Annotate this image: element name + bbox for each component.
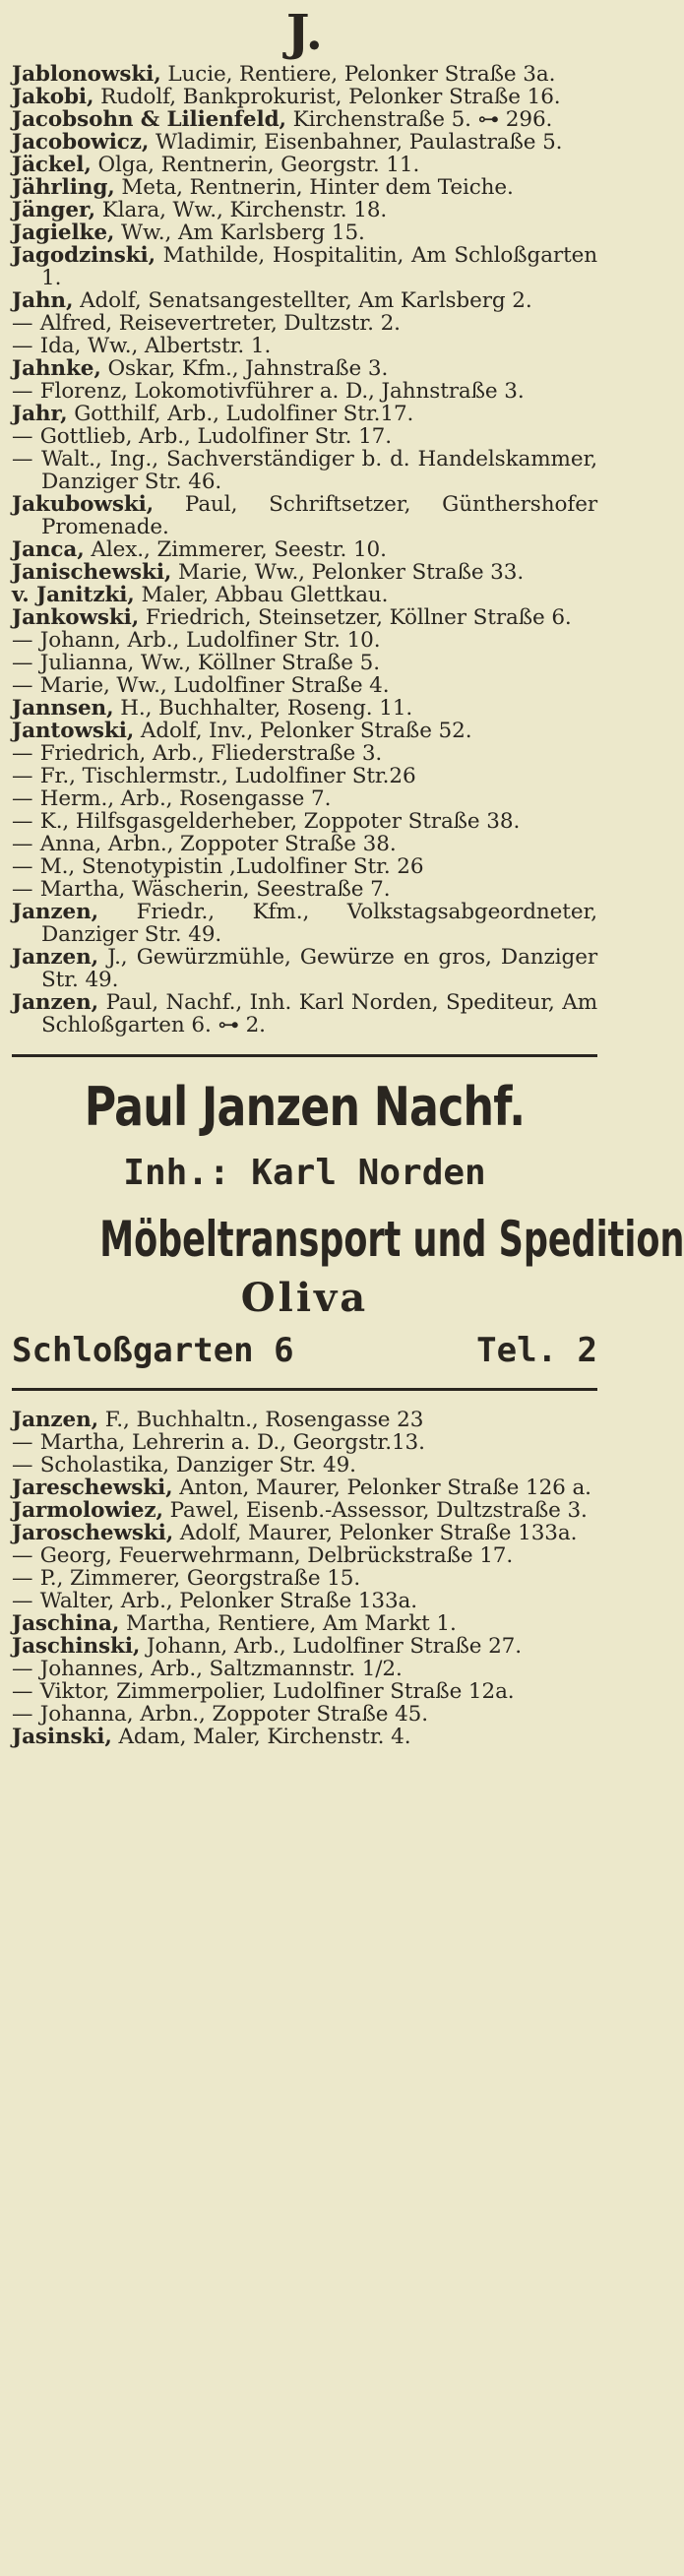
entry-details: Paul, Schriftsetzer, Günthershofer Promenade. (41, 492, 597, 539)
directory-entry (12, 561, 597, 584)
directory-entry (12, 1522, 597, 1544)
ditto-mark: — (12, 877, 33, 902)
directory-entry (12, 1612, 597, 1635)
entry-name: Janischewski, (12, 560, 172, 585)
directory-entry (12, 855, 597, 878)
entry-details: Lucie, Rentiere, Pelonker Straße 3a. (167, 62, 556, 87)
directory-entry (12, 1544, 597, 1567)
entry-name: Jarmolowiez, (12, 1498, 163, 1523)
directory-entry (12, 765, 597, 787)
ditto-mark: — (12, 1657, 33, 1681)
directory-entry (12, 86, 597, 108)
directory-list-top (12, 63, 597, 1037)
entry-name: Jakubowski, (12, 492, 155, 517)
entry-details: Gotthilf, Arb., Ludolfiner Str.17. (74, 402, 414, 426)
directory-entry (12, 493, 597, 538)
directory-entry (12, 1680, 597, 1703)
ditto-mark: — (12, 764, 33, 788)
entry-details: F., Buchhaltn., Rosengasse 23 (104, 1408, 424, 1432)
entry-name: Jablonowski, (12, 62, 161, 87)
entry-details: Martha, Lehrerin a. D., Georgstr.13. (39, 1430, 425, 1455)
directory-entry (12, 289, 597, 312)
directory-entry (12, 403, 597, 425)
directory-entry (12, 221, 597, 244)
ad-firm-name: Paul Janzen Nachf. (84, 1076, 526, 1138)
entry-details: K., Hilfsgasgelderheber, Zoppoter Straße 38. (39, 809, 521, 834)
ditto-mark: — (12, 311, 33, 336)
entry-details: M., Stenotypistin ,Ludolfiner Str. 26 (39, 854, 424, 879)
entry-details: Martha, Wäscherin, Seestraße 7. (39, 877, 391, 902)
directory-entry (12, 697, 597, 720)
directory-entry (12, 380, 597, 403)
ad-owner: Inh.: Karl Norden (123, 1153, 486, 1193)
directory-entry (12, 1454, 597, 1476)
directory-entry (12, 108, 597, 131)
ad-service: Möbeltransport und Spedition (99, 1211, 684, 1268)
directory-entry (12, 244, 597, 289)
entry-name: Jänger, (12, 198, 95, 222)
entry-name: Jaroschewski, (12, 1521, 174, 1545)
directory-entry (12, 1431, 597, 1454)
entry-details: Marie, Ww., Pelonker Straße 33. (178, 560, 525, 585)
entry-details: Florenz, Lokomotivführer a. D., Jahnstraße 3. (39, 379, 525, 404)
entry-details: Friedr., Kfm., Volkstagsabgeordneter, Danziger Str. 49. (41, 900, 597, 947)
entry-details: Walt., Ing., Sachverständiger b. d. Handelskammer, Danziger Str. 46. (41, 447, 597, 494)
entry-details: Johannes, Arb., Saltzmannstr. 1/2. (39, 1657, 403, 1681)
entry-name: Jahn, (12, 288, 74, 313)
directory-entry (12, 720, 597, 742)
entry-details: Paul, Nachf., Inh. Karl Norden, Spediteur, Am Schloßgarten 6. ⊶ 2. (41, 990, 597, 1037)
directory-entry (12, 833, 597, 855)
entry-details: Klara, Ww., Kirchenstr. 18. (101, 198, 388, 222)
entry-name: Janzen, (12, 945, 99, 970)
directory-entry (12, 1726, 597, 1748)
ditto-mark: — (12, 1453, 33, 1477)
ad-address: Schloßgarten 6 (12, 1331, 294, 1370)
directory-entry (12, 63, 597, 86)
ditto-mark: — (12, 786, 33, 811)
directory-entry (12, 1590, 597, 1612)
directory-entry (12, 131, 597, 154)
entry-name: Jährling, (12, 175, 115, 200)
directory-entry (12, 335, 597, 357)
directory-entry (12, 357, 597, 380)
entry-name: Jantowski, (12, 719, 135, 743)
ditto-mark: — (12, 1702, 33, 1727)
entry-details: Johann, Arb., Ludolfiner Str. 10. (39, 628, 381, 653)
entry-name: Jareschewski, (12, 1476, 173, 1500)
entry-details: Pawel, Eisenb.-Assessor, Dultzstraße 3. (169, 1498, 588, 1523)
directory-entry (12, 946, 597, 991)
entry-details: Meta, Rentnerin, Hinter dem Teiche. (121, 175, 514, 200)
entry-name: Jahr, (12, 402, 68, 426)
directory-list-bottom (12, 1409, 597, 1748)
directory-entry (12, 674, 597, 697)
ditto-mark: — (12, 809, 33, 834)
directory-entry (12, 810, 597, 833)
directory-entry (12, 154, 597, 176)
ad-contact (12, 1321, 597, 1374)
entry-details: Marie, Ww., Ludolfiner Straße 4. (39, 673, 390, 698)
ditto-mark: — (12, 832, 33, 856)
entry-details: Anton, Maurer, Pelonker Straße 126 a. (179, 1476, 591, 1500)
directory-entry (12, 199, 597, 221)
entry-details: Alfred, Reisevertreter, Dultzstr. 2. (39, 311, 401, 336)
entry-details: Martha, Rentiere, Am Markt 1. (125, 1611, 457, 1636)
directory-entry (12, 312, 597, 335)
entry-name: Jaschinski, (12, 1634, 141, 1659)
ad-city: Oliva (240, 1275, 369, 1321)
ad-phone: Tel. 2 (476, 1331, 597, 1370)
directory-entry (12, 1567, 597, 1590)
entry-name: Jagielke, (12, 220, 115, 245)
entry-details: Alex., Zimmerer, Seestr. 10. (91, 537, 387, 562)
directory-entry (12, 1703, 597, 1726)
entry-details: Walter, Arb., Pelonker Straße 133a. (39, 1589, 418, 1613)
directory-entry (12, 1635, 597, 1658)
entry-details: Adolf, Maurer, Pelonker Straße 133a. (179, 1521, 578, 1545)
directory-entry (12, 425, 597, 448)
directory-entry (12, 1499, 597, 1522)
entry-name: v. Janitzki, (12, 583, 135, 607)
ditto-mark: — (12, 1566, 33, 1591)
entry-name: Jacobsohn & Lilienfeld, (12, 107, 286, 132)
ditto-mark: — (12, 379, 33, 404)
entry-details: Ww., Am Karlsberg 15. (121, 220, 365, 245)
directory-entry (12, 448, 597, 493)
entry-details: Gottlieb, Arb., Ludolfiner Str. 17. (39, 424, 392, 449)
ditto-mark: — (12, 334, 33, 358)
entry-details: Georg, Feuerwehrmann, Delbrückstraße 17. (39, 1543, 514, 1568)
ditto-mark: — (12, 1679, 33, 1704)
entry-details: Maler, Abbau Glettkau. (141, 583, 389, 607)
entry-details: Rudolf, Bankprokurist, Pelonker Straße 16. (100, 85, 561, 109)
entry-details: Friedrich, Steinsetzer, Köllner Straße 6. (145, 605, 572, 630)
directory-entry (12, 176, 597, 199)
entry-details: Johanna, Arbn., Zoppoter Straße 45. (39, 1702, 428, 1727)
entry-name: Jasinski, (12, 1725, 112, 1749)
entry-name: Jakobi, (12, 85, 94, 109)
entry-details: Wladimir, Eisenbahner, Paulastraße 5. (155, 130, 563, 155)
entry-details: Adolf, Inv., Pelonker Straße 52. (140, 719, 472, 743)
directory-entry (12, 538, 597, 561)
entry-name: Jaschina, (12, 1611, 120, 1636)
entry-name: Jahnke, (12, 356, 101, 381)
ditto-mark: — (12, 1589, 33, 1613)
entry-details: Fr., Tischlermstr., Ludolfiner Str.26 (39, 764, 416, 788)
ditto-mark: — (12, 1543, 33, 1568)
ditto-mark: — (12, 854, 33, 879)
entry-details: Kirchenstraße 5. ⊶ 296. (292, 107, 553, 132)
entry-details: Scholastika, Danziger Str. 49. (39, 1453, 356, 1477)
directory-entry (12, 1409, 597, 1431)
entry-details: J., Gewürzmühle, Gewürze en gros, Danziger Str. 49. (41, 945, 597, 992)
ditto-mark: — (12, 447, 33, 471)
directory-entry (12, 606, 597, 629)
directory-entry (12, 629, 597, 652)
entry-details: Adam, Maler, Kirchenstr. 4. (118, 1725, 411, 1749)
entry-details: Olga, Rentnerin, Georgstr. 11. (97, 153, 420, 177)
ditto-mark: — (12, 424, 33, 449)
directory-entry (12, 878, 597, 901)
directory-entry (12, 1476, 597, 1499)
directory-entry (12, 1658, 597, 1680)
ditto-mark: — (12, 673, 33, 698)
entry-name: Janca, (12, 537, 85, 562)
entry-details: P., Zimmerer, Georgstraße 15. (39, 1566, 361, 1591)
entry-details: Viktor, Zimmerpolier, Ludolfiner Straße 12a. (39, 1679, 515, 1704)
entry-name: Jankowski, (12, 605, 140, 630)
entry-details: Ida, Ww., Albertstr. 1. (39, 334, 272, 358)
entry-details: Anna, Arbn., Zoppoter Straße 38. (39, 832, 397, 856)
entry-details: Friedrich, Arb., Fliederstraße 3. (39, 741, 383, 766)
directory-entry (12, 901, 597, 946)
directory-entry (12, 652, 597, 674)
entry-details: Johann, Arb., Ludolfiner Straße 27. (147, 1634, 522, 1659)
entry-name: Jäckel, (12, 153, 92, 177)
directory-entry (12, 787, 597, 810)
entry-name: Jagodzinski, (12, 243, 155, 268)
entry-name: Jannsen, (12, 696, 114, 721)
directory-entry (12, 584, 597, 606)
entry-details: Julianna, Ww., Köllner Straße 5. (39, 651, 380, 675)
entry-details: Adolf, Senatsangestellter, Am Karlsberg 2. (80, 288, 532, 313)
entry-details: H., Buchhalter, Roseng. 11. (120, 696, 413, 721)
entry-name: Janzen, (12, 900, 99, 924)
ditto-mark: — (12, 628, 33, 653)
ditto-mark: — (12, 651, 33, 675)
entry-name: Jacobowicz, (12, 130, 150, 155)
section-letter: J. (285, 3, 324, 61)
entry-details: Mathilde, Hospitalitin, Am Schloßgarten 1. (41, 243, 597, 290)
advertisement (12, 1054, 684, 1391)
directory-entry (12, 742, 597, 765)
directory-entry (12, 991, 597, 1037)
ditto-mark: — (12, 1430, 33, 1455)
entry-name: Janzen, (12, 1408, 99, 1432)
entry-details: Oskar, Kfm., Jahnstraße 3. (107, 356, 389, 381)
entry-name: Janzen, (12, 990, 99, 1015)
ditto-mark: — (12, 741, 33, 766)
entry-details: Herm., Arb., Rosengasse 7. (39, 786, 332, 811)
